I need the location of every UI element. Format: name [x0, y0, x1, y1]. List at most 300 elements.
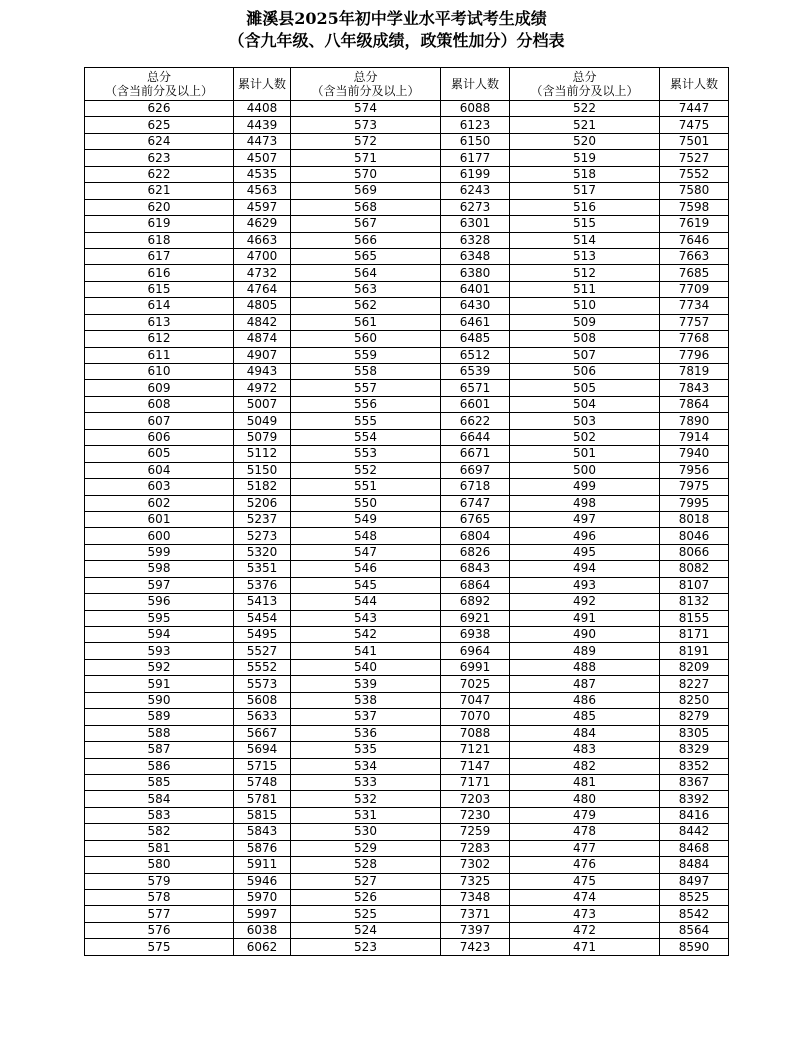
count-cell: 4663: [234, 232, 291, 248]
count-cell: 5573: [234, 676, 291, 692]
count-cell: 5320: [234, 544, 291, 560]
count-cell: 8279: [660, 709, 729, 725]
score-cell: 476: [510, 857, 660, 873]
count-cell: 5694: [234, 742, 291, 758]
count-cell: 7843: [660, 380, 729, 396]
score-cell: 574: [291, 101, 441, 117]
table-row: [85, 166, 729, 182]
score-header-3: 总分 （含当前分及以上）: [510, 68, 660, 101]
score-cell: 564: [291, 265, 441, 281]
count-cell: 7348: [441, 890, 510, 906]
score-cell: 507: [510, 347, 660, 363]
count-cell: 8209: [660, 659, 729, 675]
count-cell: 6328: [441, 232, 510, 248]
count-cell: 5150: [234, 462, 291, 478]
count-cell: 7147: [441, 758, 510, 774]
count-cell: 7914: [660, 429, 729, 445]
count-cell: 7956: [660, 462, 729, 478]
count-cell: 7447: [660, 101, 729, 117]
count-cell: 8082: [660, 561, 729, 577]
score-cell: 535: [291, 742, 441, 758]
score-cell: 523: [291, 939, 441, 955]
table-row: [85, 216, 729, 232]
score-cell: 499: [510, 479, 660, 495]
table-row: [85, 495, 729, 511]
score-cell: 587: [85, 742, 234, 758]
score-cell: 486: [510, 692, 660, 708]
score-cell: 613: [85, 314, 234, 330]
table-row: [85, 692, 729, 708]
count-cell: 5495: [234, 627, 291, 643]
score-cell: 485: [510, 709, 660, 725]
score-distribution-table: [84, 67, 729, 956]
count-cell: 7685: [660, 265, 729, 281]
count-cell: 6921: [441, 610, 510, 626]
count-cell: 8367: [660, 774, 729, 790]
score-cell: 480: [510, 791, 660, 807]
count-cell: 7397: [441, 922, 510, 938]
table-row: [85, 150, 729, 166]
score-cell: 493: [510, 577, 660, 593]
count-cell: 5997: [234, 906, 291, 922]
score-cell: 586: [85, 758, 234, 774]
table-row: [85, 824, 729, 840]
count-cell: 4874: [234, 331, 291, 347]
score-cell: 619: [85, 216, 234, 232]
count-cell: 7646: [660, 232, 729, 248]
score-cell: 492: [510, 594, 660, 610]
count-cell: 4507: [234, 150, 291, 166]
score-cell: 576: [85, 922, 234, 938]
count-cell: 5946: [234, 873, 291, 889]
score-cell: 531: [291, 807, 441, 823]
count-cell: 5815: [234, 807, 291, 823]
score-cell: 621: [85, 183, 234, 199]
table-row: [85, 265, 729, 281]
score-cell: 606: [85, 429, 234, 445]
count-cell: 5715: [234, 758, 291, 774]
count-cell: 6461: [441, 314, 510, 330]
score-cell: 548: [291, 528, 441, 544]
table-row: [85, 561, 729, 577]
count-cell: 4805: [234, 298, 291, 314]
count-cell: 8484: [660, 857, 729, 873]
table-row: [85, 725, 729, 741]
count-cell: 8525: [660, 890, 729, 906]
count-cell: 7580: [660, 183, 729, 199]
score-cell: 503: [510, 413, 660, 429]
count-cell: 5079: [234, 429, 291, 445]
score-cell: 512: [510, 265, 660, 281]
count-cell: 4842: [234, 314, 291, 330]
score-cell: 542: [291, 627, 441, 643]
document-title: [0, 8, 793, 52]
score-cell: 518: [510, 166, 660, 182]
count-header-2: 累计人数: [441, 68, 510, 101]
count-cell: 8305: [660, 725, 729, 741]
table-row: [85, 594, 729, 610]
count-cell: 5454: [234, 610, 291, 626]
score-cell: 529: [291, 840, 441, 856]
table-row: [85, 643, 729, 659]
table-row: [85, 610, 729, 626]
score-cell: 501: [510, 446, 660, 462]
score-cell: 558: [291, 364, 441, 380]
score-cell: 581: [85, 840, 234, 856]
count-cell: 7734: [660, 298, 729, 314]
score-cell: 545: [291, 577, 441, 593]
table-row: [85, 117, 729, 133]
count-cell: 6991: [441, 659, 510, 675]
count-cell: 8191: [660, 643, 729, 659]
count-cell: 7757: [660, 314, 729, 330]
score-cell: 592: [85, 659, 234, 675]
count-cell: 6273: [441, 199, 510, 215]
score-cell: 577: [85, 906, 234, 922]
table-row: [85, 890, 729, 906]
score-cell: 566: [291, 232, 441, 248]
count-cell: 5552: [234, 659, 291, 675]
count-cell: 7975: [660, 479, 729, 495]
count-cell: 5413: [234, 594, 291, 610]
count-cell: 5182: [234, 479, 291, 495]
score-cell: 510: [510, 298, 660, 314]
count-cell: 7940: [660, 446, 729, 462]
score-cell: 534: [291, 758, 441, 774]
count-cell: 8046: [660, 528, 729, 544]
count-header-1: 累计人数: [234, 68, 291, 101]
score-cell: 489: [510, 643, 660, 659]
score-cell: 623: [85, 150, 234, 166]
count-cell: 8352: [660, 758, 729, 774]
score-cell: 537: [291, 709, 441, 725]
count-cell: 7025: [441, 676, 510, 692]
count-cell: 5876: [234, 840, 291, 856]
count-cell: 7768: [660, 331, 729, 347]
count-cell: 4629: [234, 216, 291, 232]
score-cell: 528: [291, 857, 441, 873]
count-cell: 6601: [441, 396, 510, 412]
table-row: [85, 331, 729, 347]
count-cell: 6512: [441, 347, 510, 363]
score-cell: 505: [510, 380, 660, 396]
score-cell: 477: [510, 840, 660, 856]
score-cell: 571: [291, 150, 441, 166]
score-cell: 611: [85, 347, 234, 363]
count-cell: 8542: [660, 906, 729, 922]
count-cell: 5112: [234, 446, 291, 462]
score-cell: 578: [85, 890, 234, 906]
score-cell: 497: [510, 511, 660, 527]
table-row: [85, 413, 729, 429]
count-cell: 4597: [234, 199, 291, 215]
score-cell: 557: [291, 380, 441, 396]
count-cell: 7371: [441, 906, 510, 922]
score-cell: 475: [510, 873, 660, 889]
table-row: [85, 709, 729, 725]
table-row: [85, 758, 729, 774]
score-cell: 608: [85, 396, 234, 412]
count-cell: 7070: [441, 709, 510, 725]
score-cell: 527: [291, 873, 441, 889]
score-cell: 610: [85, 364, 234, 380]
score-cell: 494: [510, 561, 660, 577]
score-cell: 556: [291, 396, 441, 412]
score-cell: 513: [510, 248, 660, 264]
count-cell: 6747: [441, 495, 510, 511]
score-cell: 572: [291, 133, 441, 149]
table-row: [85, 281, 729, 297]
count-cell: 5911: [234, 857, 291, 873]
count-cell: 6401: [441, 281, 510, 297]
score-cell: 560: [291, 331, 441, 347]
table-row: [85, 347, 729, 363]
count-cell: 6765: [441, 511, 510, 527]
title-line-1: 濉溪县2025年初中学业水平考试考生成绩: [246, 9, 547, 28]
score-cell: 540: [291, 659, 441, 675]
score-cell: 620: [85, 199, 234, 215]
score-cell: 591: [85, 676, 234, 692]
score-cell: 550: [291, 495, 441, 511]
count-cell: 5748: [234, 774, 291, 790]
count-cell: 5667: [234, 725, 291, 741]
score-cell: 604: [85, 462, 234, 478]
score-cell: 539: [291, 676, 441, 692]
count-cell: 8250: [660, 692, 729, 708]
count-cell: 8392: [660, 791, 729, 807]
score-cell: 625: [85, 117, 234, 133]
count-cell: 6622: [441, 413, 510, 429]
count-cell: 7995: [660, 495, 729, 511]
table-row: [85, 774, 729, 790]
count-cell: 6826: [441, 544, 510, 560]
score-cell: 519: [510, 150, 660, 166]
count-header-3: 累计人数: [660, 68, 729, 101]
score-header-1: 总分 （含当前分及以上）: [85, 68, 234, 101]
count-cell: 6718: [441, 479, 510, 495]
count-cell: 7171: [441, 774, 510, 790]
count-cell: 7121: [441, 742, 510, 758]
score-cell: 479: [510, 807, 660, 823]
count-cell: 4732: [234, 265, 291, 281]
score-cell: 596: [85, 594, 234, 610]
score-cell: 488: [510, 659, 660, 675]
count-cell: 5237: [234, 511, 291, 527]
table-row: [85, 922, 729, 938]
table-row: [85, 873, 729, 889]
score-cell: 569: [291, 183, 441, 199]
score-cell: 561: [291, 314, 441, 330]
table-row: [85, 511, 729, 527]
score-cell: 575: [85, 939, 234, 955]
table-row: [85, 364, 729, 380]
count-cell: 6485: [441, 331, 510, 347]
count-cell: 5049: [234, 413, 291, 429]
score-cell: 552: [291, 462, 441, 478]
score-cell: 532: [291, 791, 441, 807]
score-cell: 624: [85, 133, 234, 149]
score-cell: 473: [510, 906, 660, 922]
count-cell: 8468: [660, 840, 729, 856]
table-row: [85, 446, 729, 462]
score-cell: 483: [510, 742, 660, 758]
score-cell: 603: [85, 479, 234, 495]
table-row: [85, 840, 729, 856]
score-cell: 579: [85, 873, 234, 889]
score-cell: 614: [85, 298, 234, 314]
score-cell: 559: [291, 347, 441, 363]
count-cell: 7501: [660, 133, 729, 149]
count-cell: 4408: [234, 101, 291, 117]
count-cell: 4439: [234, 117, 291, 133]
score-cell: 585: [85, 774, 234, 790]
count-cell: 4535: [234, 166, 291, 182]
score-cell: 567: [291, 216, 441, 232]
count-cell: 8171: [660, 627, 729, 643]
count-cell: 4473: [234, 133, 291, 149]
score-cell: 602: [85, 495, 234, 511]
score-cell: 546: [291, 561, 441, 577]
table-row: [85, 676, 729, 692]
score-cell: 474: [510, 890, 660, 906]
score-cell: 521: [510, 117, 660, 133]
count-cell: 7325: [441, 873, 510, 889]
count-cell: 4700: [234, 248, 291, 264]
table-row: [85, 248, 729, 264]
score-cell: 530: [291, 824, 441, 840]
count-cell: 5351: [234, 561, 291, 577]
count-cell: 7890: [660, 413, 729, 429]
count-cell: 8497: [660, 873, 729, 889]
count-cell: 7423: [441, 939, 510, 955]
count-cell: 4907: [234, 347, 291, 363]
count-cell: 7475: [660, 117, 729, 133]
table-row: [85, 183, 729, 199]
count-cell: 7819: [660, 364, 729, 380]
score-cell: 500: [510, 462, 660, 478]
count-cell: 6697: [441, 462, 510, 478]
score-cell: 551: [291, 479, 441, 495]
count-cell: 7047: [441, 692, 510, 708]
score-cell: 570: [291, 166, 441, 182]
count-cell: 6539: [441, 364, 510, 380]
score-cell: 589: [85, 709, 234, 725]
score-cell: 498: [510, 495, 660, 511]
count-cell: 5527: [234, 643, 291, 659]
table-row: [85, 544, 729, 560]
table-row: [85, 133, 729, 149]
count-cell: 8107: [660, 577, 729, 593]
table-row: [85, 742, 729, 758]
table-row: [85, 232, 729, 248]
score-cell: 582: [85, 824, 234, 840]
table-body: [85, 101, 729, 956]
count-cell: 6843: [441, 561, 510, 577]
count-cell: 6177: [441, 150, 510, 166]
score-cell: 601: [85, 511, 234, 527]
count-cell: 7619: [660, 216, 729, 232]
table-row: [85, 314, 729, 330]
count-cell: 8132: [660, 594, 729, 610]
score-cell: 616: [85, 265, 234, 281]
count-cell: 7709: [660, 281, 729, 297]
score-cell: 515: [510, 216, 660, 232]
score-cell: 491: [510, 610, 660, 626]
count-cell: 4764: [234, 281, 291, 297]
table-header-row: [85, 68, 729, 101]
count-cell: 6199: [441, 166, 510, 182]
count-cell: 7302: [441, 857, 510, 873]
count-cell: 5273: [234, 528, 291, 544]
count-cell: 5376: [234, 577, 291, 593]
score-cell: 536: [291, 725, 441, 741]
count-cell: 6348: [441, 248, 510, 264]
score-cell: 478: [510, 824, 660, 840]
count-cell: 6430: [441, 298, 510, 314]
table-row: [85, 528, 729, 544]
count-cell: 7230: [441, 807, 510, 823]
count-cell: 8066: [660, 544, 729, 560]
count-cell: 5633: [234, 709, 291, 725]
score-cell: 508: [510, 331, 660, 347]
score-cell: 472: [510, 922, 660, 938]
count-cell: 8018: [660, 511, 729, 527]
score-cell: 555: [291, 413, 441, 429]
score-cell: 618: [85, 232, 234, 248]
count-cell: 7283: [441, 840, 510, 856]
count-cell: 8442: [660, 824, 729, 840]
table-row: [85, 479, 729, 495]
score-cell: 612: [85, 331, 234, 347]
score-cell: 509: [510, 314, 660, 330]
table-row: [85, 199, 729, 215]
count-cell: 5007: [234, 396, 291, 412]
score-cell: 524: [291, 922, 441, 938]
score-cell: 547: [291, 544, 441, 560]
score-cell: 595: [85, 610, 234, 626]
count-cell: 5206: [234, 495, 291, 511]
count-cell: 6123: [441, 117, 510, 133]
table-row: [85, 659, 729, 675]
score-cell: 471: [510, 939, 660, 955]
score-cell: 626: [85, 101, 234, 117]
score-cell: 522: [510, 101, 660, 117]
count-cell: 7527: [660, 150, 729, 166]
count-cell: 6644: [441, 429, 510, 445]
score-cell: 563: [291, 281, 441, 297]
count-cell: 5843: [234, 824, 291, 840]
score-cell: 544: [291, 594, 441, 610]
score-cell: 553: [291, 446, 441, 462]
count-cell: 6150: [441, 133, 510, 149]
table-row: [85, 791, 729, 807]
score-cell: 517: [510, 183, 660, 199]
score-cell: 533: [291, 774, 441, 790]
score-cell: 599: [85, 544, 234, 560]
score-cell: 605: [85, 446, 234, 462]
score-cell: 590: [85, 692, 234, 708]
score-cell: 622: [85, 166, 234, 182]
score-cell: 516: [510, 199, 660, 215]
score-cell: 502: [510, 429, 660, 445]
count-cell: 8590: [660, 939, 729, 955]
score-cell: 543: [291, 610, 441, 626]
table-row: [85, 627, 729, 643]
score-cell: 583: [85, 807, 234, 823]
count-cell: 6892: [441, 594, 510, 610]
count-cell: 7552: [660, 166, 729, 182]
count-cell: 6062: [234, 939, 291, 955]
